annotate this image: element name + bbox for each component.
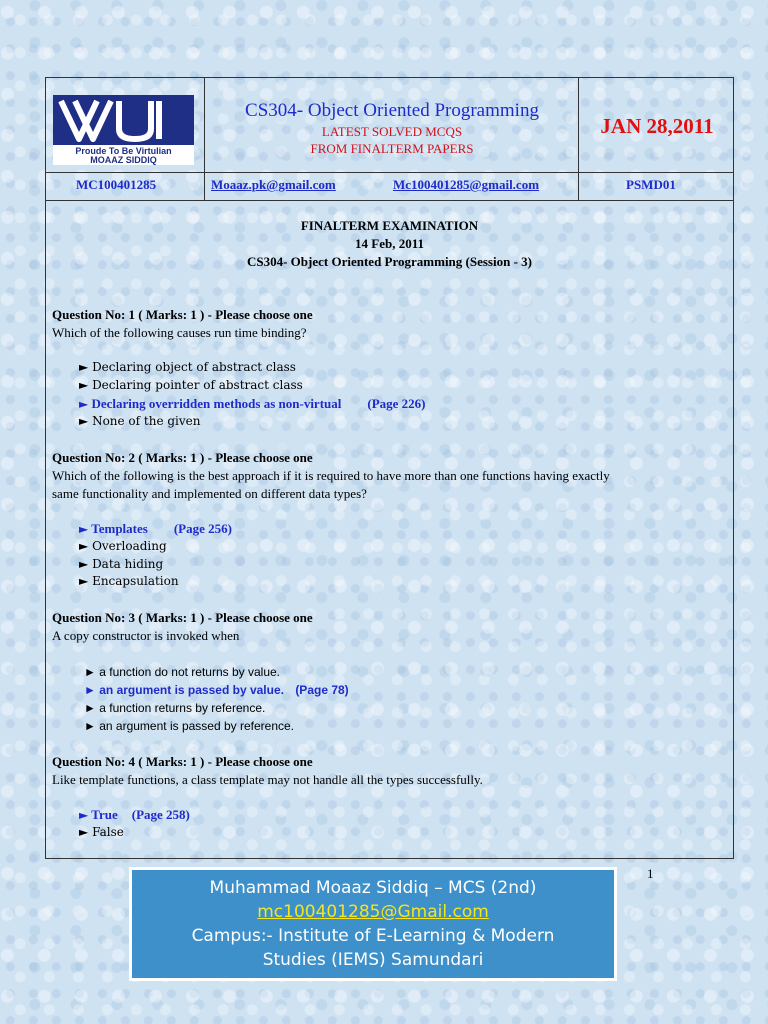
question-4-header: Question No: 4 ( Marks: 1 ) - Please choose one xyxy=(52,754,313,769)
exam-course: CS304- Object Oriented Programming (Session - 3) xyxy=(246,254,532,269)
q1-option-4: ► None of the given xyxy=(79,414,201,428)
q3-option-3: ► a function returns by reference. xyxy=(84,701,266,715)
vu-logo-mark-icon xyxy=(53,95,194,145)
page-ref: (Page 258) xyxy=(131,807,190,822)
q2-option-1-correct: ► Templates (Page 256) xyxy=(79,521,232,536)
doc-code: PSMD01 xyxy=(626,177,676,192)
footer-campus-line-2: Studies (IEMS) Samundari xyxy=(262,950,484,970)
subtitle-1: LATEST SOLVED MCQS xyxy=(321,124,463,139)
question-2-text-line-1: Which of the following is the best approach if it is required to have more than one functions having exactly xyxy=(52,468,610,483)
question-2-header: Question No: 2 ( Marks: 1 ) - Please choose one xyxy=(52,450,313,465)
subtitle-2: FROM FINALTERM PAPERS xyxy=(310,141,474,156)
footer-name: Muhammad Moaaz Siddiq – MCS (2nd) xyxy=(209,878,537,898)
q2-option-2: ► Overloading xyxy=(79,539,167,553)
vu-logo xyxy=(53,95,194,165)
footer-email-link[interactable]: mc100401285@Gmail.com xyxy=(257,902,489,922)
exam-heading: FINALTERM EXAMINATION xyxy=(300,218,479,233)
footer-banner xyxy=(129,867,617,981)
q3-option-1: ► a function do not returns by value. xyxy=(84,665,281,679)
question-1-header: Question No: 1 ( Marks: 1 ) - Please choose one xyxy=(52,307,313,322)
exam-date: 14 Feb, 2011 xyxy=(355,236,424,251)
page-number: 1 xyxy=(647,866,654,881)
page-title: CS304- Object Oriented Programming xyxy=(245,100,539,121)
page-ref: (Page 256) xyxy=(173,521,232,536)
q4-option-1-correct: ► True (Page 258) xyxy=(79,807,190,822)
q1-option-2: ► Declaring pointer of abstract class xyxy=(79,378,303,392)
divider xyxy=(204,78,205,172)
page-ref: (Page 226) xyxy=(367,396,426,411)
logo-tagline: Proude To Be Virtulian xyxy=(75,146,172,156)
q1-option-1: ► Declaring object of abstract class xyxy=(79,360,296,374)
student-id: MC100401285 xyxy=(76,177,157,192)
email-link-2[interactable]: Mc100401285@gmail.com xyxy=(393,177,540,192)
page-ref: (Page 78) xyxy=(295,683,349,697)
question-4-text: Like template functions, a class template may not handle all the types successfully. xyxy=(52,772,483,787)
q4-option-2: ► False xyxy=(79,825,124,839)
question-1-text: Which of the following causes run time binding? xyxy=(52,325,307,340)
header-date: JAN 28,2011 xyxy=(600,114,714,138)
q2-option-3: ► Data hiding xyxy=(79,557,164,571)
question-3-text: A copy constructor is invoked when xyxy=(52,628,240,643)
q3-option-2-correct: ► an argument is passed by value. (Page 78) xyxy=(84,683,349,697)
header-table xyxy=(45,77,734,859)
q2-option-4: ► Encapsulation xyxy=(79,574,179,588)
logo-name: MOAAZ SIDDIQ xyxy=(90,155,157,165)
divider xyxy=(204,172,205,200)
q3-option-4: ► an argument is passed by reference. xyxy=(84,719,295,733)
question-2-text-line-2: same functionality and implemented on different data types? xyxy=(52,486,367,501)
divider xyxy=(578,172,579,200)
footer-campus-line-1: Campus:- Institute of E-Learning & Modern xyxy=(191,926,555,946)
email-link-1[interactable]: Moaaz.pk@gmail.com xyxy=(211,177,336,192)
question-3-header: Question No: 3 ( Marks: 1 ) - Please choose one xyxy=(52,610,313,625)
q1-option-3-correct: ► Declaring overridden methods as non-virtual (Page 226) xyxy=(79,396,426,411)
